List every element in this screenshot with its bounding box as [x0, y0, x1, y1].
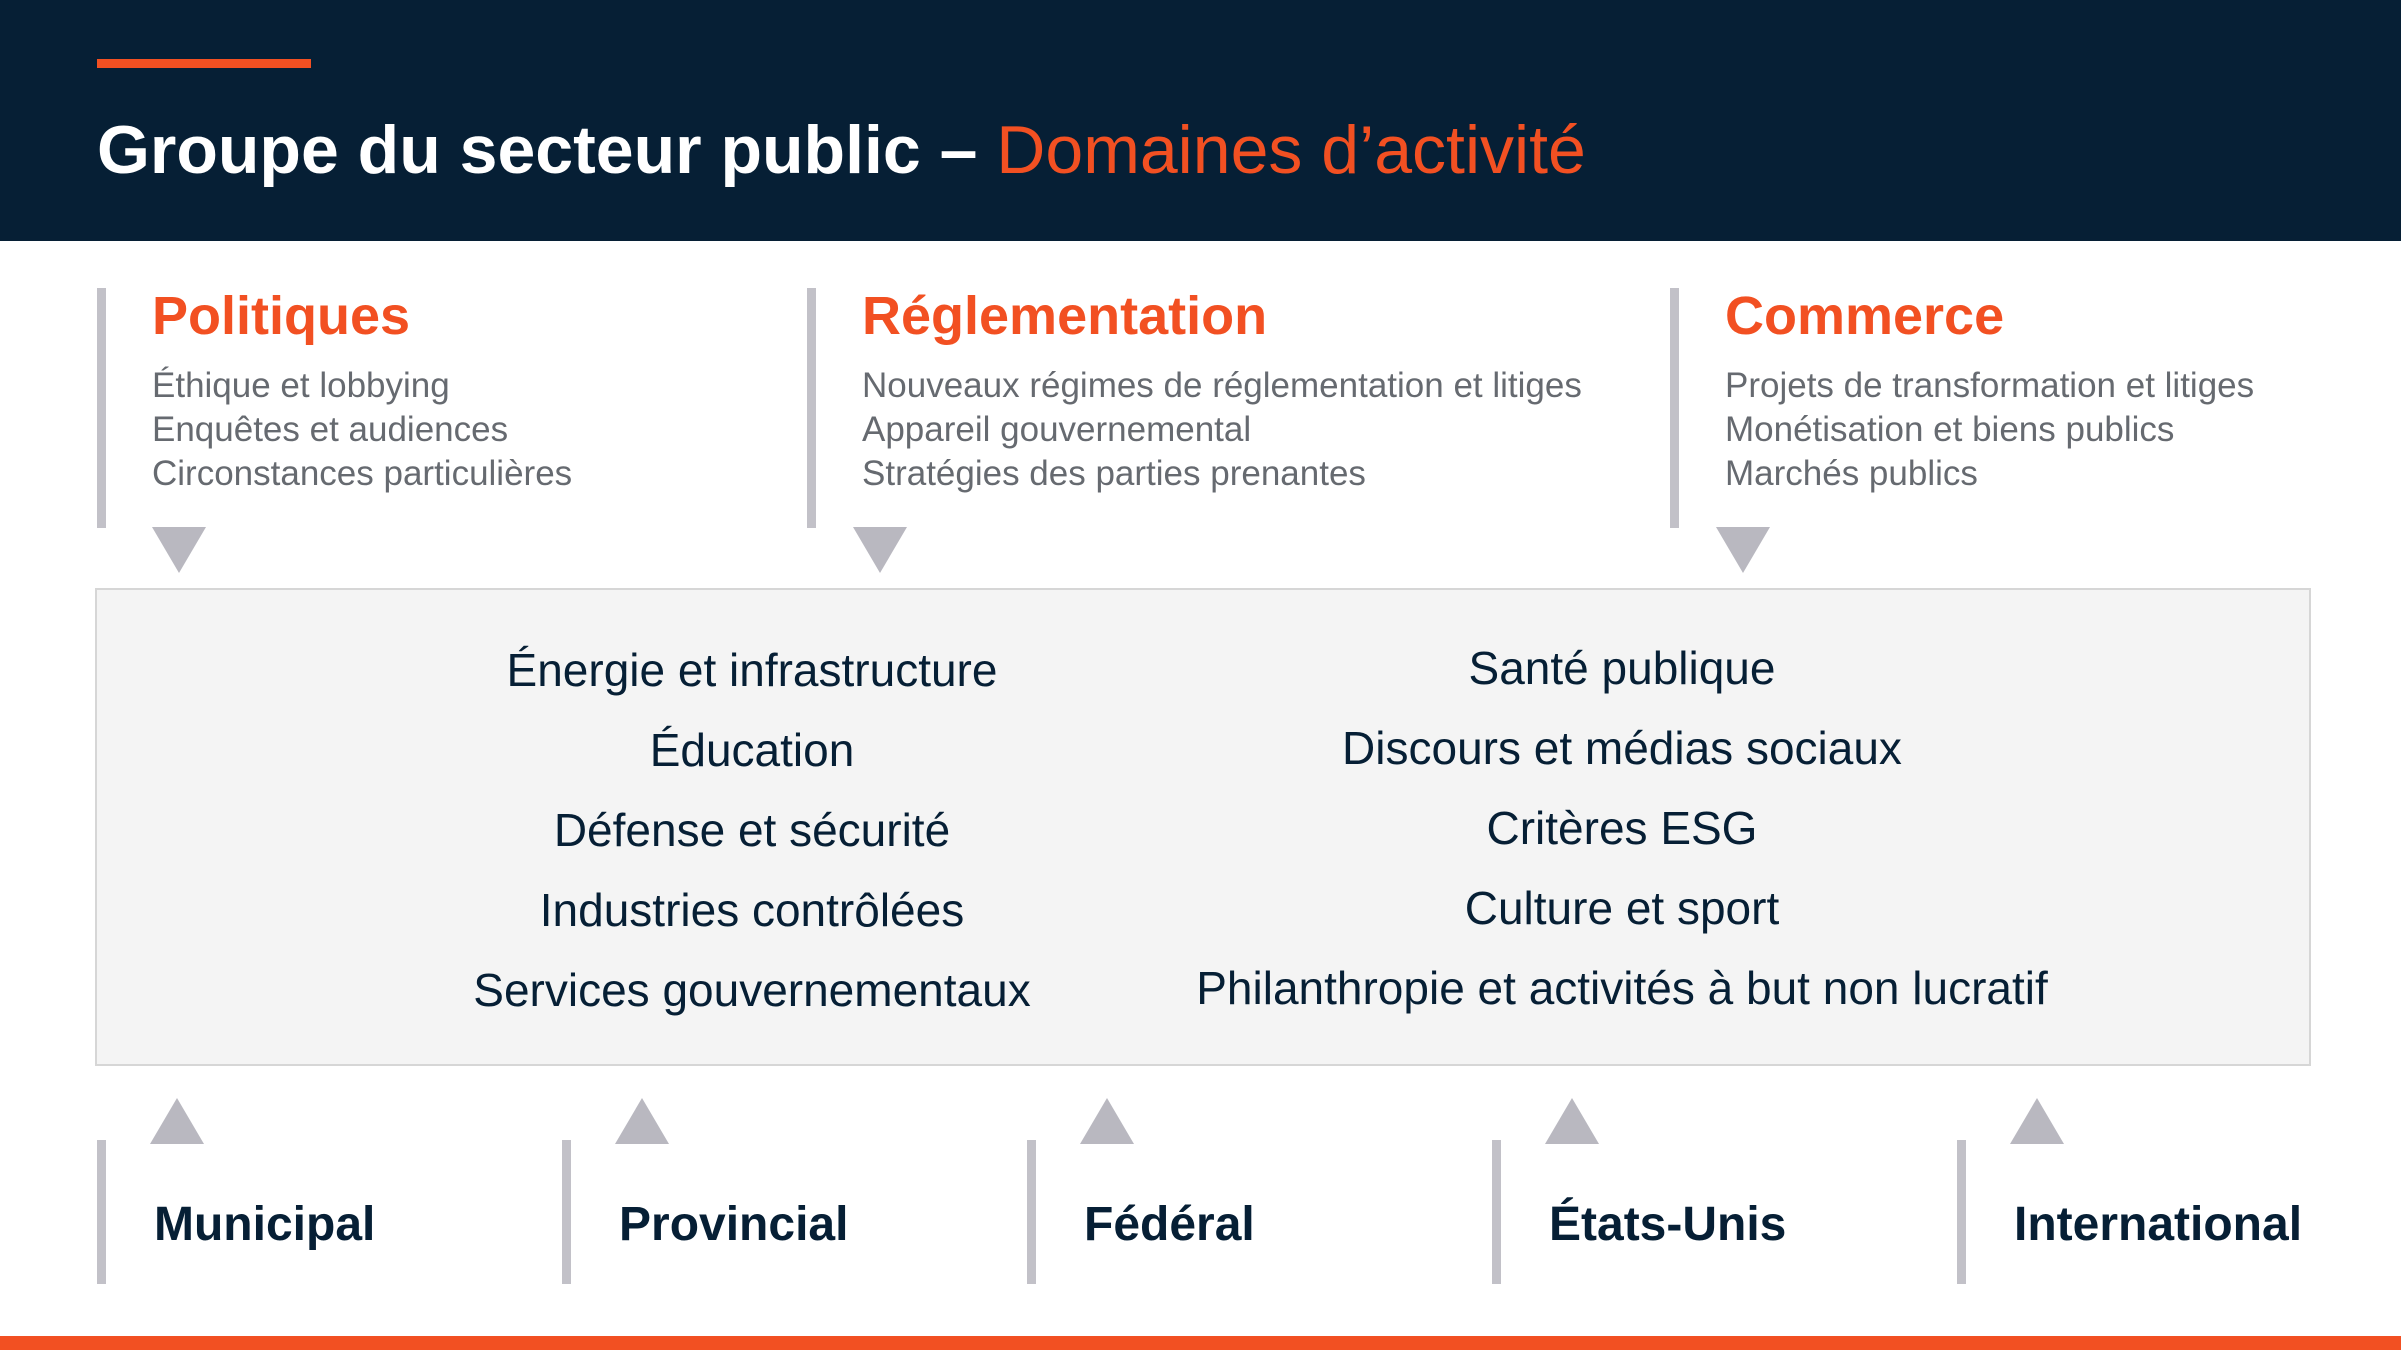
- sectors-left-column: [302, 630, 1202, 1030]
- sectors-box: [95, 588, 2311, 1066]
- title-highlight: Domaines d’activité: [996, 112, 1586, 188]
- sector-item: Discours et médias sociaux: [1342, 722, 1902, 774]
- category-item: Appareil gouvernemental: [862, 410, 1252, 449]
- sectors-right-column: [1097, 628, 2147, 1028]
- sector-item: Critères ESG: [1486, 802, 1758, 854]
- category-items: [152, 364, 572, 496]
- category-item: Marchés publics: [1725, 454, 1978, 493]
- down-arrow-icon: [853, 527, 907, 573]
- category-reglementation: [807, 288, 1582, 528]
- level-federal: [1027, 1140, 1255, 1284]
- category-item: Monétisation et biens publics: [1725, 410, 2175, 449]
- category-item: Enquêtes et audiences: [152, 410, 509, 449]
- footer-accent-bar: [0, 1336, 2401, 1350]
- level-label: Municipal: [154, 1198, 376, 1251]
- category-items: [1725, 364, 2254, 496]
- header-banner: [0, 0, 2401, 241]
- up-arrow-icon: [615, 1098, 669, 1144]
- category-items: [862, 364, 1582, 496]
- category-item: Circonstances particulières: [152, 454, 573, 493]
- down-arrow-icon: [152, 527, 206, 573]
- up-arrow-icon: [1545, 1098, 1599, 1144]
- category-title: Politiques: [152, 286, 411, 346]
- level-etats-unis: [1492, 1140, 1786, 1284]
- sector-item: Défense et sécurité: [553, 804, 951, 856]
- title-main: Groupe du secteur public: [97, 112, 921, 188]
- level-label: Provincial: [619, 1198, 849, 1251]
- category-item: Projets de transformation et litiges: [1725, 366, 2255, 405]
- category-title: Réglementation: [862, 286, 1268, 346]
- sector-item: Philanthropie et activités à but non lucratif: [1196, 962, 2048, 1014]
- sector-item: Industries contrôlées: [539, 884, 965, 936]
- sector-item: Culture et sport: [1464, 882, 1780, 934]
- sector-item: Services gouvernementaux: [473, 964, 1031, 1016]
- level-municipal: [97, 1140, 375, 1284]
- level-provincial: [562, 1140, 848, 1284]
- category-item: Éthique et lobbying: [152, 366, 450, 405]
- up-arrow-icon: [150, 1098, 204, 1144]
- category-item: Nouveaux régimes de réglementation et litiges: [862, 366, 1582, 405]
- down-arrow-icon: [1716, 527, 1770, 573]
- level-label: États-Unis: [1549, 1198, 1787, 1251]
- title-dash: –: [920, 112, 997, 188]
- accent-bar: [97, 59, 311, 68]
- up-arrow-icon: [2010, 1098, 2064, 1144]
- category-title: Commerce: [1725, 286, 2005, 346]
- category-commerce: [1670, 288, 2254, 528]
- level-label: International: [2014, 1198, 2303, 1251]
- page-title: [97, 108, 1586, 192]
- level-label: Fédéral: [1084, 1198, 1255, 1251]
- sector-item: Énergie et infrastructure: [506, 644, 998, 696]
- sector-item: Éducation: [649, 724, 855, 776]
- level-international: [1957, 1140, 2302, 1284]
- category-item: Stratégies des parties prenantes: [862, 454, 1366, 493]
- category-politiques: [97, 288, 572, 528]
- up-arrow-icon: [1080, 1098, 1134, 1144]
- sector-item: Santé publique: [1468, 642, 1776, 694]
